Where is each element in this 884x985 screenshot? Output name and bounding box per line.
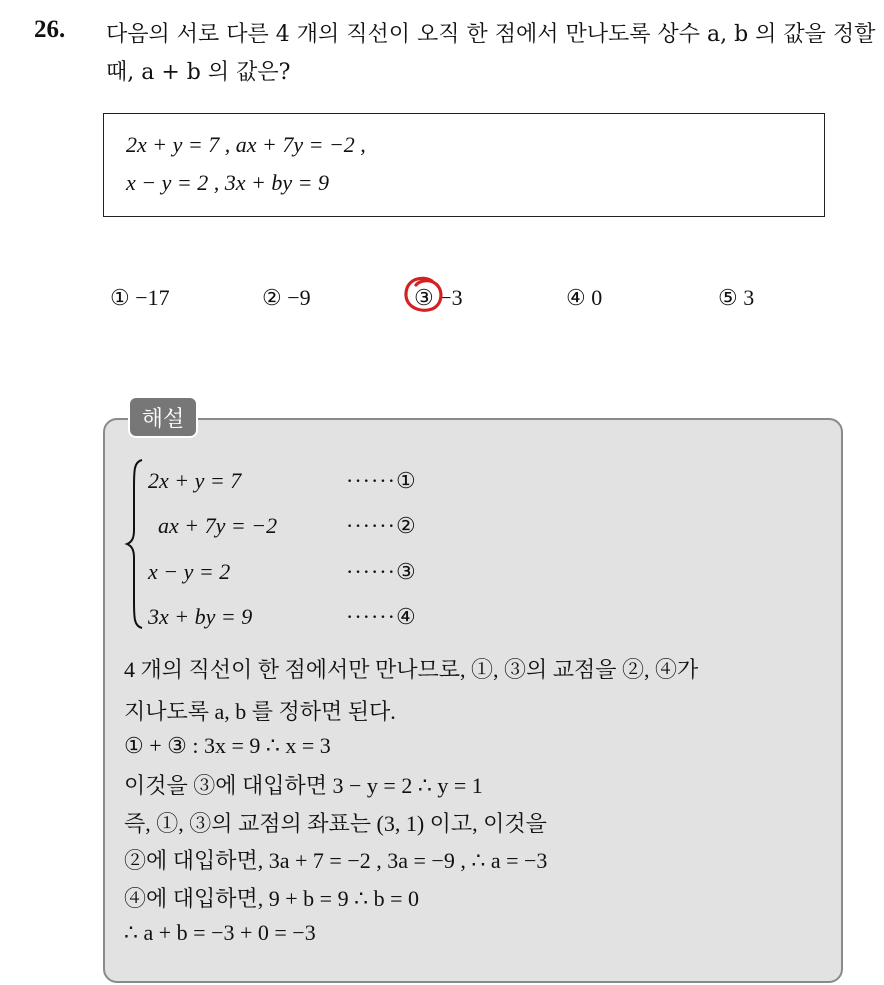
solution-line-8: ∴ a + b = −3 + 0 = −3 <box>124 920 316 945</box>
choice-4[interactable]: ④ 0 <box>566 285 603 310</box>
solution-line-7: ④에 대입하면, 9 + b = 9 ∴ b = 0 <box>124 886 419 911</box>
question-text: 다음의 서로 다른 4 개의 직선이 오직 한 점에서 만나도록 상수 a, b 의 값을 정할 때, a + b 의 값은? <box>106 22 876 85</box>
system-eq-4: 3x + by = 9 <box>148 604 253 629</box>
solution-line-1: 4 개의 직선이 한 점에서만 만나므로, ①, ③의 교점을 ②, ④가 <box>124 657 699 682</box>
system-eq-3: x − y = 2 <box>148 559 231 584</box>
given-line-1: 2x + y = 7 , ax + 7y = −2 , <box>126 132 366 157</box>
solution-line-2: 지나도록 a, b 를 정하면 된다. <box>124 699 396 724</box>
solution-line-3: ① + ③ : 3x = 9 ∴ x = 3 <box>124 733 331 758</box>
system-eq-2: ax + 7y = −2 <box>158 513 278 538</box>
system-brace <box>124 458 146 630</box>
system-ref-4: ······④ <box>346 604 417 629</box>
solution-line-4: 이것을 ③에 대입하면 3 − y = 2 ∴ y = 1 <box>124 773 483 798</box>
system-eq-1: 2x + y = 7 <box>148 468 242 493</box>
solution-line-6: ②에 대입하면, 3a + 7 = −2 , 3a = −9 , ∴ a = −3 <box>124 848 548 873</box>
question-number: 26. <box>34 16 66 43</box>
choice-3[interactable]: ③ −3 <box>414 285 463 310</box>
given-equations-box <box>103 113 825 217</box>
given-line-2: x − y = 2 , 3x + by = 9 <box>126 170 329 195</box>
solution-label: 해설 <box>128 396 198 438</box>
system-ref-2: ······② <box>346 513 417 538</box>
choice-1[interactable]: ① −17 <box>110 285 170 310</box>
choice-5[interactable]: ⑤ 3 <box>718 285 755 310</box>
solution-line-5: 즉, ①, ③의 교점의 좌표는 (3, 1) 이고, 이것을 <box>124 811 547 836</box>
answer-circle-mark <box>402 275 446 315</box>
system-ref-1: ······① <box>346 468 417 493</box>
system-ref-3: ······③ <box>346 559 417 584</box>
choice-2[interactable]: ② −9 <box>262 285 311 310</box>
